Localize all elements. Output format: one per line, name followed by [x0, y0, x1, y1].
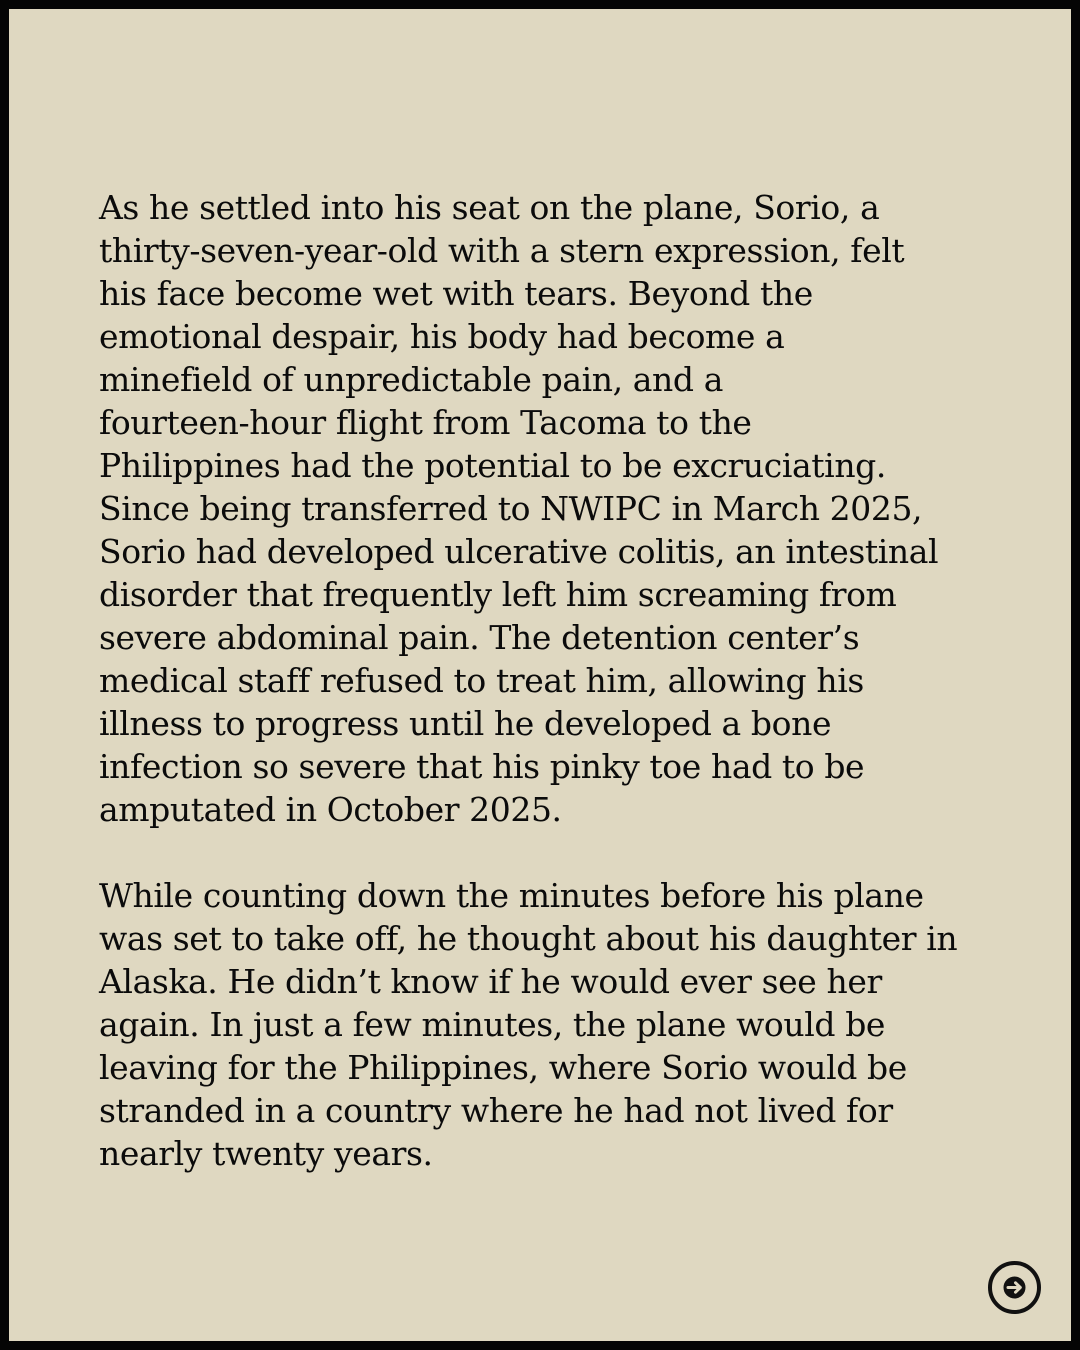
paragraph-2-line: stranded in a country where he had not lived for	[99, 1091, 893, 1130]
paragraph-1-line: Since being transferred to NWIPC in March 2025,	[99, 489, 923, 528]
paragraph-2	[99, 874, 999, 1175]
paragraph-1-line: emotional despair, his body had become a	[99, 317, 785, 356]
paragraph-gap	[99, 831, 999, 874]
paragraph-1-line: As he settled into his seat on the plane, Sorio, a	[99, 188, 880, 227]
paragraph-2-line: Alaska. He didn’t know if he would ever see her	[99, 962, 882, 1001]
paragraph-1-line: infection so severe that his pinky toe had to be	[99, 747, 865, 786]
paragraph-1-line: his face become wet with tears. Beyond the	[99, 274, 813, 313]
paragraph-2-line: nearly twenty years.	[99, 1134, 433, 1173]
paragraph-1	[99, 186, 999, 831]
paragraph-2-line: again. In just a few minutes, the plane would be	[99, 1005, 886, 1044]
next-slide-button[interactable]	[987, 1260, 1042, 1315]
paragraph-1-line: illness to progress until he developed a bone	[99, 704, 832, 743]
paragraph-1-line: disorder that frequently left him screaming from	[99, 575, 897, 614]
arrow-right-circle-icon	[987, 1260, 1042, 1315]
article-text	[99, 186, 999, 1175]
paragraph-1-line: thirty-seven-year-old with a stern expression, felt	[99, 231, 905, 270]
paragraph-2-line: While counting down the minutes before his plane	[99, 876, 924, 915]
paragraph-2-line: leaving for the Philippines, where Sorio would be	[99, 1048, 907, 1087]
paragraph-1-line: medical staff refused to treat him, allowing his	[99, 661, 864, 700]
paragraph-2-line: was set to take off, he thought about his daughter in	[99, 919, 958, 958]
paragraph-1-line: amputated in October 2025.	[99, 790, 562, 829]
paragraph-1-line: severe abdominal pain. The detention center’s	[99, 618, 860, 657]
paragraph-1-line: Sorio had developed ulcerative colitis, an intestinal	[99, 532, 939, 571]
paragraph-1-line: fourteen-hour flight from Tacoma to the	[99, 403, 752, 442]
paragraph-1-line: minefield of unpredictable pain, and a	[99, 360, 723, 399]
paragraph-1-line: Philippines had the potential to be excruciating.	[99, 446, 886, 485]
